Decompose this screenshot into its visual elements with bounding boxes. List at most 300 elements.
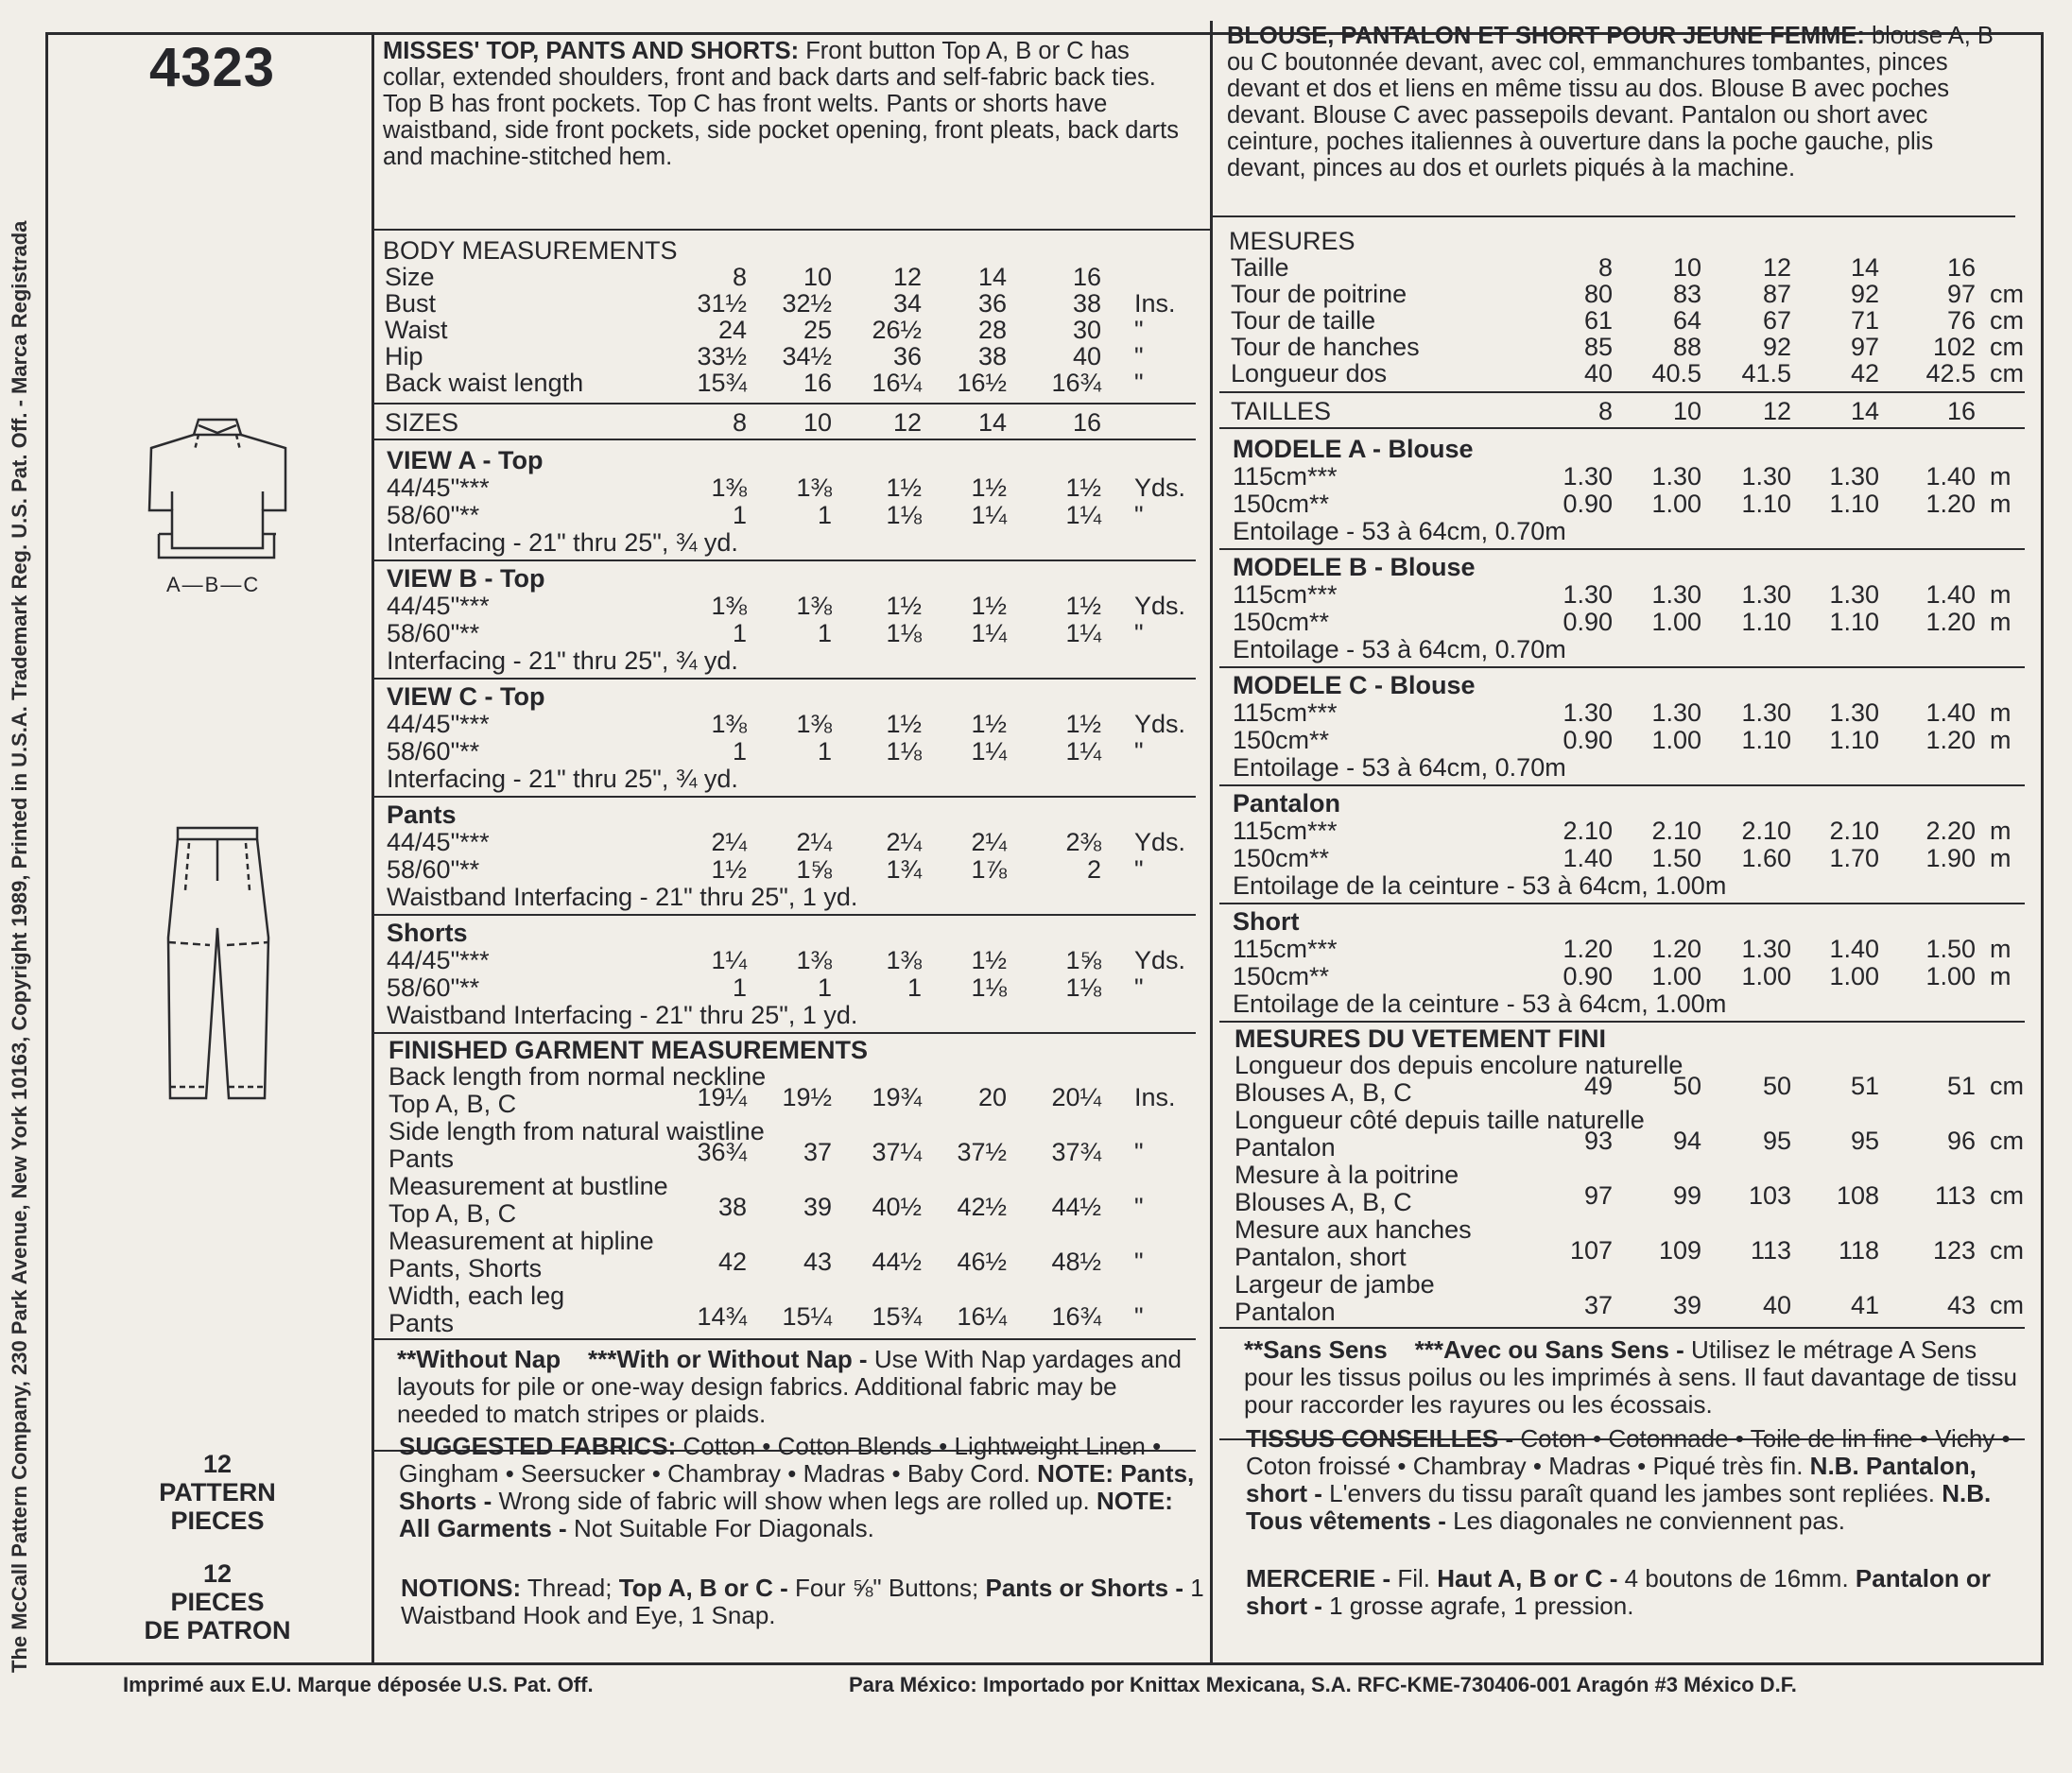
french-yardage-label: 150cm** [1233,844,1330,872]
english-note2-bold: NOTE: All Garments - [399,1487,1173,1542]
center-column-divider [1210,21,1213,1665]
pieces-fr-line2: DE PATRON [144,1616,291,1644]
english-yardage-value: 1½ [886,473,922,502]
english-body-value: 14 [977,263,1007,291]
english-yardage-value: 1⅛ [886,619,922,647]
english-body-value: 16 [1072,263,1101,291]
english-yardage-value: 1⅝ [796,855,832,884]
french-yardage-value: 1.20 [1925,490,1976,518]
english-finished-value: 38 [717,1193,747,1221]
english-yardage-value: 1½ [1065,710,1101,738]
french-yardage-value: 1.30 [1563,698,1613,727]
english-title: MISSES' TOP, PANTS AND SHORTS: [383,38,800,64]
french-body-value: 41.5 [1741,359,1791,387]
english-sizes-label: SIZES [385,408,459,437]
english-yardage-value: 1⅜ [796,592,832,620]
french-body-value: 8 [1597,253,1613,282]
french-view-rule [1219,784,2025,786]
french-yardage-value: 1.30 [1829,698,1879,727]
english-yardage-value: 1¾ [886,855,922,884]
english-body-unit: " [1134,316,1144,344]
english-finished-desc: Measurement at hipline [388,1227,654,1255]
english-yardage-value: 1 [817,619,832,647]
french-notions-bold3: Pantalon or short - [1246,1564,1991,1620]
footer-left: Imprimé aux E.U. Marque déposée U.S. Pat. Off. [123,1673,594,1696]
french-yardage-value: 1.00 [1651,726,1701,754]
french-yardage-value: 2.10 [1563,817,1613,845]
english-size-value: 16 [1072,408,1101,437]
english-finished-value: 39 [803,1193,832,1221]
english-yardage-value: 1 [817,973,832,1002]
english-yardage-value: 1 [817,737,832,766]
french-yardage-value: 1.40 [1829,935,1879,963]
english-finished-unit: " [1134,1138,1144,1166]
english-body-unit: " [1134,342,1144,370]
french-finished-value: 107 [1569,1236,1613,1265]
footer-right: Para México: Importado por Knittax Mexicana, S.A. RFC-KME-730406-001 Aragón #3 México D.F. [849,1673,1797,1696]
english-finished-unit: " [1134,1193,1144,1221]
english-yardage-unit: " [1134,737,1144,766]
french-yardage-value: 1.00 [1925,962,1976,990]
french-yardage-value: 1.90 [1925,844,1976,872]
english-view-rule [373,678,1196,680]
english-notions-text3: 1 Waistband Hook and Eye, 1 Snap. [401,1574,1204,1629]
english-yardage-label: 58/60"** [387,619,480,647]
english-finished-value: 16¾ [1051,1302,1101,1331]
english-finished-value: 15¼ [782,1302,832,1331]
french-finished-value: 40 [1762,1291,1791,1319]
french-body-heading: MESURES [1229,227,1355,255]
french-size-value: 12 [1762,397,1791,425]
french-finished-rule [1219,1327,2025,1329]
english-note2-text: Not Suitable For Diagonals. [573,1514,874,1542]
french-body-unit: cm [1990,306,2024,335]
english-body-value: 16¼ [872,369,922,397]
english-note1-bold: NOTE: Pants, Shorts - [399,1459,1195,1515]
french-yardage-unit: m [1990,608,2012,636]
french-finished-value: 43 [1946,1291,1976,1319]
french-body-value: 40 [1583,359,1613,387]
french-yardage-value: 1.00 [1651,490,1701,518]
english-yardage-value: 1½ [886,592,922,620]
french-notions-note [1246,1565,2032,1620]
french-yardage-unit: m [1990,935,2012,963]
french-body-row-label: Tour de taille [1231,306,1376,335]
english-yardage-value: 1¼ [1065,501,1101,529]
french-yardage-value: 1.20 [1563,935,1613,963]
french-finished-unit: cm [1990,1072,2024,1100]
french-view-rule [1219,666,2025,668]
english-description-text: Front button Top A, B or C has collar, extended shoulders, front and back darts and self-fabric back ties. Top B has front pockets. Top C has front welts. Pants or shorts have waistband, side front pockets, side pocket opening, front pleats, back darts and machine-stitched hem. [383,38,1179,170]
english-body-row-label: Waist [385,316,448,344]
english-nap-bold2: ***With or Without Nap - [587,1345,868,1373]
english-view-title: Shorts [387,919,468,947]
french-body-value: 76 [1946,306,1976,335]
french-yardage-value: 1.30 [1563,580,1613,609]
english-body-unit: Ins. [1134,289,1176,318]
sketch-views-label: A—B—C [166,573,261,596]
english-yardage-label: 44/45"*** [387,946,490,974]
french-yardage-value: 0.90 [1563,490,1613,518]
french-body-unit: cm [1990,359,2024,387]
pieces-fr-line1: PIECES [170,1588,265,1616]
french-yardage-value: 1.40 [1925,698,1976,727]
english-finished-unit: Ins. [1134,1083,1176,1111]
french-yardage-value: 1.10 [1829,608,1879,636]
english-yardage-value: 1⅝ [1065,946,1101,974]
english-note1-text: Wrong side of fabric will show when legs are rolled up. [498,1487,1090,1515]
pieces-en-line2: PIECES [170,1506,265,1535]
french-body-value: 16 [1946,253,1976,282]
french-yardage-value: 1.70 [1829,844,1879,872]
french-yardage-value: 1.40 [1563,844,1613,872]
french-yardage-value: 0.90 [1563,608,1613,636]
french-body-value: 64 [1672,306,1701,335]
french-body-value: 14 [1850,253,1879,282]
english-finished-value: 16¼ [957,1302,1007,1331]
french-finished-value: 93 [1583,1127,1613,1155]
english-body-row-label: Size [385,263,435,291]
english-size-value: 14 [977,408,1007,437]
french-yardage-value: 1.30 [1563,462,1613,491]
french-finished-label: Blouses A, B, C [1235,1188,1412,1216]
english-yardage-value: 2¼ [796,828,832,856]
english-yardage-value: 2¼ [886,828,922,856]
english-view-rule [373,796,1196,798]
french-finished-value: 99 [1672,1181,1701,1210]
french-body-unit: cm [1990,333,2024,361]
english-finished-label: Top A, B, C [388,1199,517,1228]
pieces-en-number: 12 [202,1450,233,1478]
french-size-value: 8 [1597,397,1613,425]
english-yardage-value: 2¼ [971,828,1007,856]
french-finished-value: 108 [1836,1181,1879,1210]
english-view-title: Pants [387,800,457,829]
french-note1-bold: N.B. Pantalon, short - [1246,1452,1977,1507]
left-column-divider [371,32,374,1665]
english-finished-label: Pants, Shorts [388,1254,543,1282]
english-size-value: 8 [732,408,747,437]
english-finished-label: Pants [388,1309,455,1337]
pattern-pieces-count-en [142,1450,293,1535]
english-notions-text1: Thread; [527,1574,613,1602]
english-body-value: 24 [717,316,747,344]
french-yardage-label: 115cm*** [1233,817,1338,845]
french-finished-value: 95 [1762,1127,1791,1155]
english-yardage-value: 1¼ [1065,737,1101,766]
english-yardage-label: 44/45"*** [387,473,490,502]
english-yardage-value: 1¼ [711,946,747,974]
english-yardage-unit: " [1134,973,1144,1002]
english-yardage-value: 1½ [971,710,1007,738]
french-body-value: 88 [1672,333,1701,361]
french-yardage-value: 1.20 [1651,935,1701,963]
french-interfacing-note: Entoilage - 53 à 64cm, 0.70m [1233,635,1566,663]
english-yardage-value: 1⅛ [971,973,1007,1002]
english-finished-desc: Side length from natural waistline [388,1117,765,1145]
english-fabrics-text: Cotton • Cotton Blends • Lightweight Linen • Gingham • Seersucker • Chambray • Madras • Baby Cord. [399,1432,1162,1488]
french-notions-text1: Fil. [1397,1564,1431,1592]
english-body-value: 36 [977,289,1007,318]
english-body-value: 16¾ [1051,369,1101,397]
english-yardage-unit: " [1134,619,1144,647]
english-yardage-label: 44/45"*** [387,828,490,856]
english-yardage-value: 1½ [971,473,1007,502]
english-finished-label: Top A, B, C [388,1090,517,1118]
english-body-row-label: Back waist length [385,369,584,397]
french-size-value: 14 [1850,397,1879,425]
french-view-rule [1219,903,2025,904]
english-size-value: 12 [892,408,922,437]
french-yardage-value: 1.10 [1741,608,1791,636]
french-finished-unit: cm [1990,1127,2024,1155]
top-sketch [142,406,293,595]
english-body-value: 38 [1072,289,1101,318]
french-yardage-value: 1.30 [1741,698,1791,727]
english-notions-text2: Four ⅝" Buttons; [795,1574,979,1602]
english-yardage-value: 1⅜ [796,946,832,974]
english-size-value: 10 [803,408,832,437]
french-nap-note [1244,1336,2030,1419]
french-yardage-value: 1.10 [1829,726,1879,754]
french-yardage-value: 1.00 [1651,608,1701,636]
english-body-row-label: Bust [385,289,437,318]
english-finished-value: 15¾ [872,1302,922,1331]
french-body-value: 42.5 [1925,359,1976,387]
french-finished-desc: Longueur dos depuis encolure naturelle [1235,1051,1684,1079]
english-yardage-value: 1⅜ [711,473,747,502]
english-yardage-value: 1⅛ [886,737,922,766]
french-note2-bold: N.B. Tous vêtements - [1246,1479,1992,1535]
french-finished-value: 113 [1750,1236,1791,1265]
french-view-title: MODELE C - Blouse [1233,671,1476,699]
english-body-heading: BODY MEASUREMENTS [383,236,678,265]
english-finished-value: 46½ [957,1248,1007,1276]
french-yardage-value: 1.50 [1925,935,1976,963]
pants-sketch [161,824,279,1103]
english-yardage-label: 58/60"** [387,855,480,884]
french-view-rule [1219,548,2025,550]
french-finished-label: Pantalon [1235,1298,1336,1326]
english-notions-bold: NOTIONS: [401,1574,522,1602]
french-yardage-value: 1.10 [1829,490,1879,518]
french-yardage-value: 1.00 [1829,962,1879,990]
french-interfacing-note: Entoilage - 53 à 64cm, 0.70m [1233,517,1566,545]
english-yardage-label: 58/60"** [387,973,480,1002]
french-yardage-value: 0.90 [1563,726,1613,754]
french-body-value: 97 [1946,280,1976,308]
french-yardage-value: 1.30 [1741,580,1791,609]
english-body-unit: " [1134,369,1144,397]
english-yardage-value: 1⅞ [971,855,1007,884]
french-yardage-unit: m [1990,698,2012,727]
french-body-unit: cm [1990,280,2024,308]
french-finished-heading: MESURES DU VETEMENT FINI [1235,1024,1607,1053]
french-yardage-value: 1.30 [1651,580,1701,609]
french-finished-value: 96 [1946,1127,1976,1155]
english-description [383,38,1186,170]
english-yardage-value: 1⅛ [1065,973,1101,1002]
english-body-value: 31½ [697,289,747,318]
french-yardage-unit: m [1990,962,2012,990]
french-body-value: 40.5 [1651,359,1701,387]
french-yardage-label: 115cm*** [1233,462,1338,491]
english-finished-value: 19¼ [697,1083,747,1111]
french-yardage-value: 2.10 [1741,817,1791,845]
english-nap-text: Use With Nap yardages and layouts for pile or one-way design fabrics. Additional fabric may be needed to match stripes or plaids. [397,1345,1182,1428]
pieces-fr-number: 12 [202,1559,233,1588]
english-yardage-value: 1 [732,973,747,1002]
french-finished-desc: Largeur de jambe [1235,1270,1435,1299]
english-view-title: VIEW A - Top [387,446,544,474]
french-body-value: 42 [1850,359,1879,387]
french-finished-desc: Longueur côté depuis taille naturelle [1235,1106,1645,1134]
english-yardage-unit: " [1134,501,1144,529]
english-yardage-value: 1½ [971,592,1007,620]
french-finished-label: Blouses A, B, C [1235,1078,1412,1107]
english-body-value: 15¾ [697,369,747,397]
french-finished-value: 118 [1838,1236,1879,1265]
english-yardage-value: 1 [732,501,747,529]
english-yardage-value: 1½ [1065,592,1101,620]
french-body-value: 10 [1672,253,1701,282]
english-sizes-rule-bottom [373,439,1196,440]
french-finished-value: 113 [1934,1181,1976,1210]
french-yardage-value: 1.40 [1925,462,1976,491]
english-description-rule [373,229,1210,231]
english-yardage-value: 1½ [886,710,922,738]
french-yardage-label: 115cm*** [1233,698,1338,727]
pieces-en-line1: PATTERN [159,1478,276,1506]
pattern-number: 4323 [149,37,276,98]
french-yardage-value: 1.00 [1741,962,1791,990]
english-fabrics-bold: SUGGESTED FABRICS: [399,1432,677,1460]
english-finished-unit: " [1134,1302,1144,1331]
english-finished-desc: Width, each leg [388,1282,565,1310]
french-finished-value: 95 [1850,1127,1879,1155]
french-yardage-label: 115cm*** [1233,935,1338,963]
english-interfacing-note: Waistband Interfacing - 21" thru 25", 1 yd. [387,1001,858,1029]
english-finished-value: 20¼ [1051,1083,1101,1111]
french-yardage-label: 150cm** [1233,608,1330,636]
french-fabrics-note [1246,1425,2032,1535]
french-yardage-unit: m [1990,817,2012,845]
french-finished-value: 41 [1850,1291,1879,1319]
french-body-row-label: Longueur dos [1231,359,1388,387]
french-finished-value: 50 [1672,1072,1701,1100]
french-yardage-value: 2.10 [1651,817,1701,845]
french-yardage-value: 1.30 [1829,580,1879,609]
french-note1-text: L'envers du tissu paraît quand les jambes sont repliées. [1329,1479,1936,1507]
english-body-value: 33½ [697,342,747,370]
french-finished-value: 97 [1583,1181,1613,1210]
english-interfacing-note: Interfacing - 21" thru 25", ¾ yd. [387,765,738,793]
french-finished-value: 103 [1748,1181,1791,1210]
english-body-row-label: Hip [385,342,423,370]
english-view-title: VIEW B - Top [387,564,545,593]
french-yardage-value: 1.50 [1651,844,1701,872]
french-view-rule [1219,1021,2025,1023]
english-yardage-unit: Yds. [1134,710,1186,738]
french-body-value: 85 [1583,333,1613,361]
french-title: BLOUSE, PANTALON ET SHORT POUR JEUNE FEMME: [1227,23,1865,49]
english-yardage-value: 1 [732,737,747,766]
french-body-value: 12 [1762,253,1791,282]
english-interfacing-note: Waistband Interfacing - 21" thru 25", 1 yd. [387,883,858,911]
english-body-value: 26½ [872,316,922,344]
english-finished-value: 40½ [872,1193,922,1221]
english-body-value: 25 [803,316,832,344]
french-yardage-value: 0.90 [1563,962,1613,990]
english-finished-value: 44½ [1051,1193,1101,1221]
english-notions-note [401,1575,1204,1629]
english-yardage-value: 1¼ [971,619,1007,647]
french-body-value: 92 [1762,333,1791,361]
french-body-value: 97 [1850,333,1879,361]
english-view-rule [373,914,1196,916]
french-finished-unit: cm [1990,1236,2024,1265]
french-body-value: 87 [1762,280,1791,308]
english-finished-value: 42½ [957,1193,1007,1221]
french-body-row-label: Tour de poitrine [1231,280,1407,308]
french-yardage-label: 150cm** [1233,490,1330,518]
english-finished-value: 20 [977,1083,1007,1111]
french-finished-unit: cm [1990,1291,2024,1319]
french-nap-bold1: **Sans Sens [1244,1335,1388,1364]
french-yardage-value: 1.60 [1741,844,1791,872]
french-body-row-label: Tour de hanches [1231,333,1420,361]
french-view-title: Short [1233,907,1300,936]
french-finished-value: 37 [1583,1291,1613,1319]
french-finished-value: 109 [1658,1236,1701,1265]
french-finished-desc: Mesure à la poitrine [1235,1161,1459,1189]
english-yardage-unit: Yds. [1134,473,1186,502]
french-interfacing-note: Entoilage de la ceinture - 53 à 64cm, 1.00m [1233,990,1727,1018]
english-yardage-label: 58/60"** [387,737,480,766]
french-nap-text: Utilisez le métrage A Sens pour les tissus poilus ou les imprimés à sens. Il faut davantage de tissu pour raccorder les rayures ou les écossais. [1244,1335,2017,1419]
english-finished-value: 48½ [1051,1248,1101,1276]
english-finished-value: 37¼ [872,1138,922,1166]
english-interfacing-note: Interfacing - 21" thru 25", ¾ yd. [387,646,738,675]
french-yardage-label: 115cm*** [1233,580,1338,609]
english-yardage-value: 2 [1086,855,1101,884]
english-yardage-value: 1⅜ [711,592,747,620]
french-nap-bold2: ***Avec ou Sans Sens - [1414,1335,1684,1364]
french-yardage-value: 1.20 [1925,726,1976,754]
english-yardage-unit: Yds. [1134,828,1186,856]
english-finished-value: 37½ [957,1138,1007,1166]
french-finished-value: 51 [1850,1072,1879,1100]
french-body-row-label: Taille [1231,253,1289,282]
english-yardage-value: 1⅜ [711,710,747,738]
english-yardage-value: 1⅜ [796,473,832,502]
english-yardage-value: 1 [906,973,922,1002]
french-finished-value: 94 [1672,1127,1701,1155]
french-yardage-value: 2.10 [1829,817,1879,845]
english-yardage-label: 44/45"*** [387,592,490,620]
french-yardage-value: 1.10 [1741,726,1791,754]
french-sizes-rule-top [1219,391,2025,393]
english-finished-desc: Back length from normal neckline [388,1062,767,1091]
french-fabrics-bold: TISSUS CONSEILLES - [1246,1424,1514,1453]
english-finished-heading: FINISHED GARMENT MEASUREMENTS [388,1036,869,1064]
french-finished-desc: Mesure aux hanches [1235,1215,1472,1244]
english-body-value: 28 [977,316,1007,344]
english-yardage-value: 1 [817,501,832,529]
english-yardage-value: 1 [732,619,747,647]
french-notions-bold: MERCERIE - [1246,1564,1391,1592]
french-sizes-rule-bottom [1219,427,2025,429]
